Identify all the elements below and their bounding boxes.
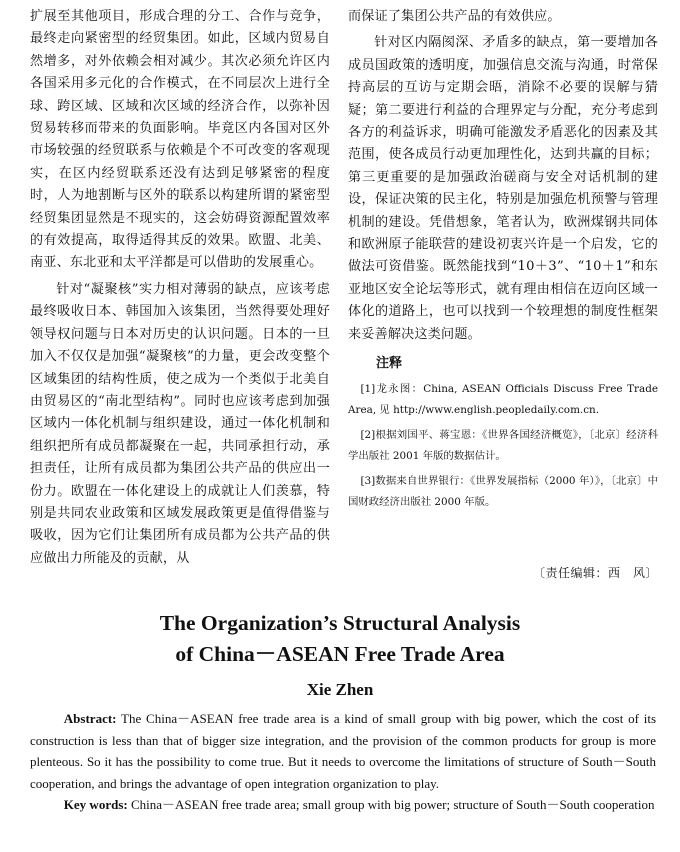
keywords-label: Key words: xyxy=(63,797,128,813)
keywords xyxy=(30,794,656,816)
footnote: [1]龙永图：China, ASEAN Officials Discuss Free Trade Area, 见 http://www.english.peopledaily.com.cn. xyxy=(348,383,658,417)
right-column xyxy=(348,6,658,580)
body-paragraph: 针对“凝聚核”实力相对薄弱的缺点，应该考虑最终吸收日本、韩国加入该集团，当然得要处理好领导权问题与日本对历史的认识问题。日本的一旦加入不仅仅是加强“凝聚核”的力量，更会改变整个区域集团的结构性质，使之成为一个类似于北美自由贸易区的“南北型结构”。同时也应该考虑到加强区域内一体化机制与组织建设，通过一体化机制和组织把所有成员都凝聚在一起，共同承担行动，承担责任，让所有成员都为集团公共产品的供应出一份力。欧盟在一体化建设上的成就让人们羡慕，特别是共同农业政策和区域发展政策更是值得借鉴与吸收，因为它们让集团所有成员都为公共产品的供应做出力所能及的贡献，从 xyxy=(30,281,330,566)
english-title-line-1: The Organization’s Structural Analysis xyxy=(159,611,521,635)
keywords-text: China－ASEAN free trade area; small group with big power; structure of South－South cooperation xyxy=(127,797,655,813)
footnote: [3]数据来自世界银行：《世界发展指标（2000 年）》，〔北京〕中国财政经济出版社 2000 年版。 xyxy=(348,475,658,509)
responsible-editor: 〔责任编辑：西 风〕 xyxy=(532,566,658,580)
english-abstract-section xyxy=(0,608,680,816)
body-paragraph: 而保证了集团公共产品的有效供应。 xyxy=(348,9,561,24)
notes-heading: 注释 xyxy=(376,356,403,372)
english-title-line-2: of China－ASEAN Free Trade Area xyxy=(175,642,505,666)
left-column xyxy=(30,6,330,574)
author-name: Xie Zhen xyxy=(306,680,374,699)
abstract xyxy=(30,708,656,794)
abstract-label: Abstract: xyxy=(63,711,117,726)
body-paragraph: 扩展至其他项目，形成合理的分工、合作与竞争，最终走向紧密型的经贸集团。如此，区域内贸易自然增多，对外依赖会相对减少。其次必须允许区内各国采用多元化的合作模式，在不同层次上进行全球、跨区域、区域和次区域的经济合作，以弥补因贸易转移而带来的负面影响。毕竟区内各国对区外市场较强的经贸联系与依赖是个不可改变的客观现实，在区内经贸联系还没有达到足够紧密的程度时，人为地割断与区外的联系以构建所谓的紧密型经贸集团显然是不现实的，这会妨碍资源配置效率的有效提高，取得适得其反的效果。欧盟、北美、南亚、东北亚和太平洋都是可以借助的发展重心。 xyxy=(30,9,330,271)
footnote: [2]根据刘国平、蒋宝恩：《世界各国经济概览》，〔北京〕经济科学出版社 2001 年版的数据估计。 xyxy=(348,429,658,463)
body-paragraph: 针对区内隔阂深、矛盾多的缺点，第一要增加各成员国政策的透明度，加强信息交流与沟通，时常保持高层的互访与定期会晤，消除不必要的误解与猜疑；第二要进行利益的合理界定与分配，充分考虑到各方的利益诉求，明确可能激发矛盾恶化的因素及其范围，使各成员行动更加理性化，达到共赢的目标；第三更重要的是加强政治磋商与安全对话机制的建设，保证决策的民主化，特别是加强危机预警与管理机制的建设。凭借想象，笔者认为，欧洲煤钢共同体和欧洲原子能联营的建设初衷兴许是一个启发，它的做法可资借鉴。既然能找到“10＋3”、“10＋1”和东亚地区安全论坛等形式，就有理由相信在迈向区域一体化的道路上，也可以找到一个较理想的制度性框架来妥善解决这类问题。 xyxy=(348,35,658,342)
abstract-text: The China－ASEAN free trade area is a kind of small group with big power, which the cost of its construction is less than that of bigger size integration, and the provision of the common products for group is more plenteous. So it has the possibility to come true. But it needs to overcome the limitations of structure of South－South cooperation, and brings the advantage of open integration organization to play. xyxy=(30,711,656,791)
